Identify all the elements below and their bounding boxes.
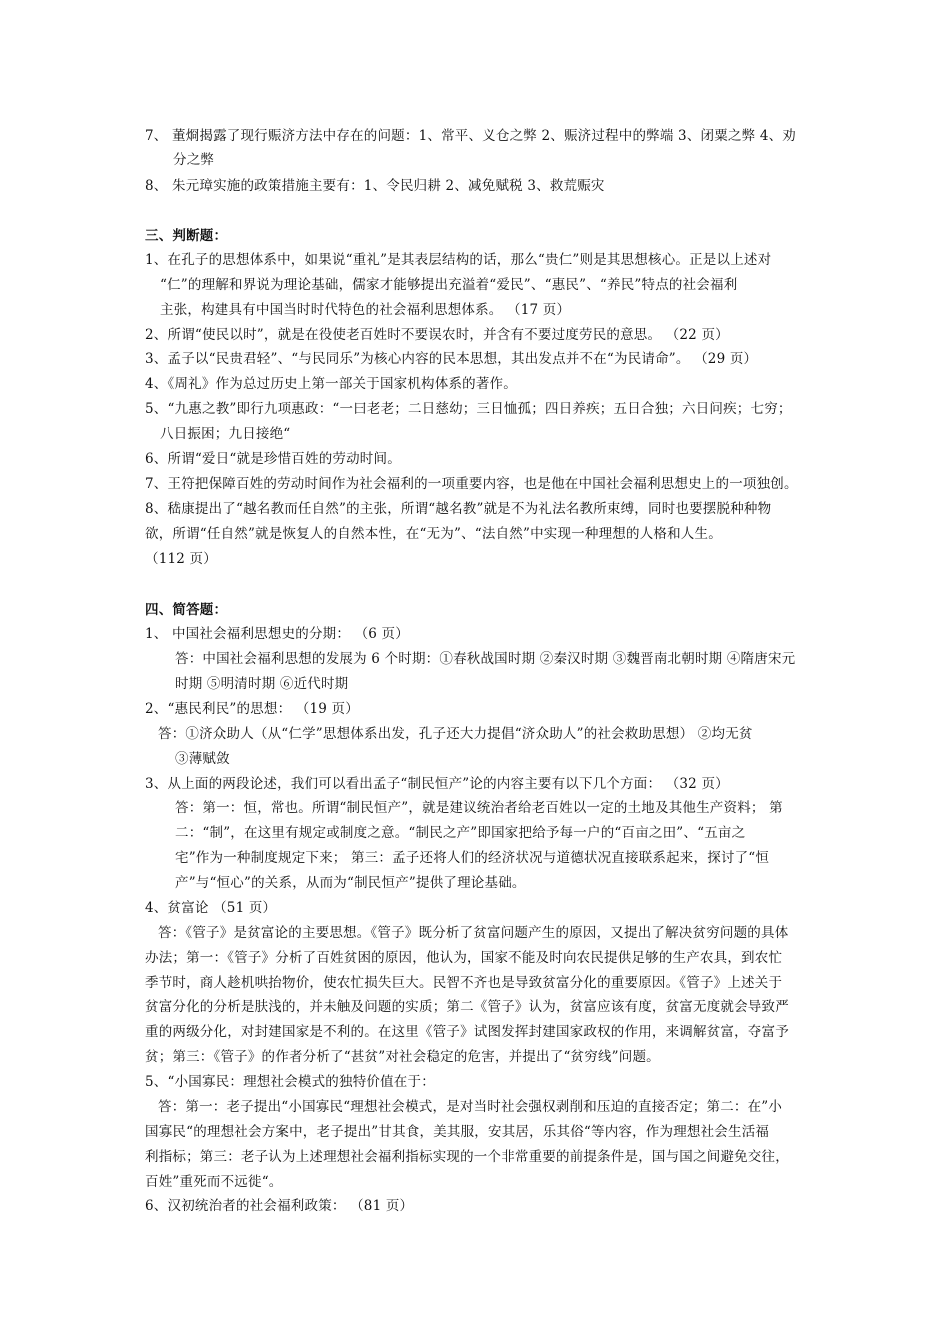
text-line: 办法；第一：《管子》分析了百姓贫困的原因，他认为，国家不能及时向农民提供足够的生产农具，到农忙	[145, 950, 783, 966]
text-line: 5、“九惠之教”即行九项惠政：“一曰老老；二日慈幼；三日恤孤；四日养疾；五日合独；六日问疾；七穷；	[145, 401, 792, 417]
text-line: 2、所谓“使民以时”，就是在役使老百姓时不要误农时，并含有不要过度劳民的意思。 （22 页）	[145, 327, 729, 343]
text-line: 3、从上面的两段论述，我们可以看出孟子“制民恒产”论的内容主要有以下几个方面： （32 页）	[145, 776, 729, 792]
text-line: 4、《周礼》作为总过历史上第一部关于国家机构体系的著作。	[145, 376, 517, 392]
text-line: 季节时，商人趁机哄抬物价，使农忙损失巨大。民智不齐也是导致贫富分化的重要原因。《管子》上述关于	[145, 975, 783, 991]
text-line: 答：第一：恒，常也。所谓“制民恒产”，就是建议统治者给老百姓以一定的土地及其他生产资料； 第	[175, 800, 783, 816]
text-line: 贫；第三：《管子》的作者分析了“甚贫”对社会稳定的危害，并提出了“贫穷线”问题。	[145, 1049, 660, 1065]
text-line: 7、 董烱揭露了现行赈济方法中存在的问题：1、常平、义仓之弊 2、赈济过程中的弊端 3、闭粟之弊 4、劝	[145, 128, 797, 144]
text-line: 2、“惠民利民”的思想： （19 页）	[145, 701, 359, 717]
section-heading: 四、简答题：	[145, 602, 228, 618]
text-line: 答：中国社会福利思想的发展为 6 个时期：①春秋战国时期 ②秦汉时期 ③魏晋南北朝时期 ④隋唐宋元	[175, 651, 796, 667]
text-line: 产”与“恒心”的关系，从而为“制民恒产”提供了理论基础。	[175, 875, 526, 891]
text-line: 7、王符把保障百姓的劳动时间作为社会福利的一项重要内容，也是他在中国社会福利思想史上的一项独创。	[145, 476, 798, 492]
text-line: 时期 ⑤明清时期 ⑥近代时期	[175, 676, 349, 692]
text-line: 分之弊	[173, 152, 215, 168]
text-line: 八日振困；九日接绝“	[160, 426, 291, 442]
text-line: 3、孟子以“民贵君轻”、“与民同乐”为核心内容的民本思想，其出发点并不在“为民请命”。 （29 页）	[145, 351, 758, 367]
text-line: 主张，构建具有中国当时时代特色的社会福利思想体系。 （17 页）	[160, 302, 571, 318]
text-line: 答：①济众助人（从“仁学”思想体系出发，孔子还大力提倡“济众助人”的社会救助思想） ②均无贫	[158, 726, 753, 742]
text-line: 二：“制”，在这里有规定或制度之意。“制民之产”即国家把给予每一户的“百亩之田”、“五亩之	[175, 825, 746, 841]
text-line: 8、嵇康提出了“越名教而任自然”的主张，所谓“越名教”就是不为礼法名教所束缚，同时也要摆脱种种物	[145, 501, 772, 517]
text-line: 答：《管子》是贫富论的主要思想。《管子》既分析了贫富问题产生的原因，又提出了解决贫穷问题的具体	[158, 925, 789, 941]
text-line: 4、贫富论 （51 页）	[145, 900, 277, 916]
text-line: 国寡民“的理想社会方案中，老子提出”甘其食，美其服，安其居，乐其俗“等内容，作为理想社会生活福	[145, 1124, 770, 1140]
text-line: 贫富分化的分析是肤浅的，并未触及问题的实质；第二《管子》认为，贫富应该有度，贫富无度就会导致严	[145, 999, 789, 1015]
text-line: 1、在孔子的思想体系中，如果说“重礼”是其表层结构的话，那么“贵仁”则是其思想核心。正是以上述对	[145, 252, 772, 268]
text-line: 宅”作为一种制度规定下来； 第三：孟子还将人们的经济状况与道德状况直接联系起来，探讨了“恒	[175, 850, 770, 866]
text-line: 利指标；第三：老子认为上述理想社会福利指标实现的一个非常重要的前提条件是，国与国之间避免交往，	[145, 1149, 789, 1165]
text-line: 6、汉初统治者的社会福利政策： （81 页）	[145, 1198, 414, 1214]
text-line: 欲，所谓“任自然”就是恢复人的自然本性，在“无为”、“法自然”中实现一种理想的人格和人生。	[145, 526, 722, 542]
text-line: ③薄赋敛	[175, 751, 230, 767]
text-line: 8、 朱元璋实施的政策措施主要有：1、令民归耕 2、减免赋税 3、救荒赈灾	[145, 178, 605, 194]
text-line: 1、 中国社会福利思想史的分期： （6 页）	[145, 626, 409, 642]
text-line: 重的两级分化，对封建国家是不利的。在这里《管子》试图发挥封建国家政权的作用，来调解贫富，夺富予	[145, 1024, 789, 1040]
text-line: （112 页）	[145, 551, 217, 567]
text-line: 6、所谓“爱日“就是珍惜百姓的劳动时间。	[145, 451, 401, 467]
text-line: 答：第一：老子提出“小国寡民“理想社会模式，是对当时社会强权剥削和压迫的直接否定；第二：在”小	[158, 1099, 783, 1115]
section-heading: 三、判断题：	[145, 228, 228, 244]
text-line: 5、“小国寡民：理想社会模式的独特价值在于：	[145, 1074, 435, 1090]
text-line: “仁”的理解和界说为理论基础，儒家才能够提出充溢着“爱民”、“惠民”、“养民”特点的社会福利	[160, 277, 738, 293]
text-line: 百姓”重死而不远徙“。	[145, 1174, 283, 1190]
